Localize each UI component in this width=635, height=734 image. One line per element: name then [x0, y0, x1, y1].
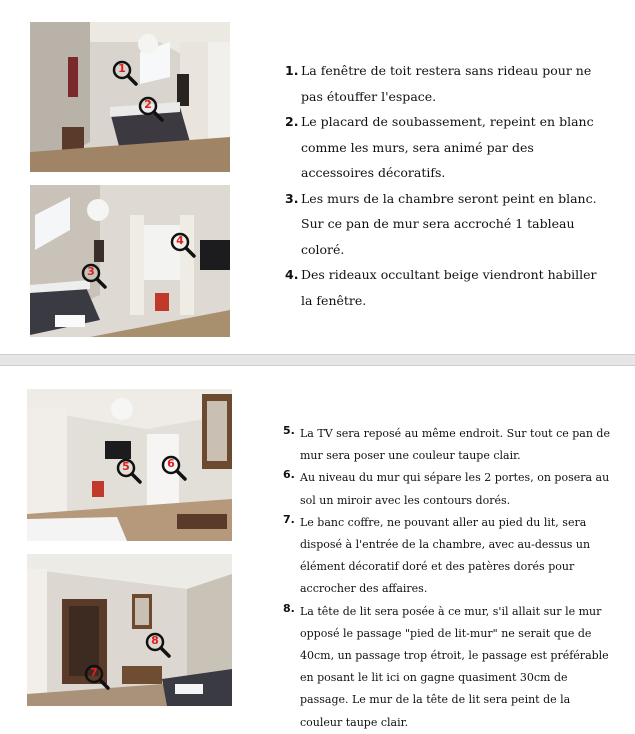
document-page-1	[0, 0, 635, 354]
list-item	[283, 467, 613, 511]
item-number: 4.	[285, 267, 299, 282]
marker-8	[145, 632, 175, 662]
list-item	[285, 109, 607, 186]
marker-number: 3	[87, 265, 95, 278]
item-number: 6.	[283, 468, 295, 482]
item-text: La tête de lit sera posée à ce mur, s'il allait sur le mur opposé le passage "pied de lit-mur" ne serait que de 40cm, un passage trop étroit, le passage est préférable en posant le lit ici on gagne quasiment 30cm de passage. Le mur de la tête de lit sera peint de la couleur taupe clair.	[300, 604, 609, 729]
marker-1	[112, 60, 142, 90]
list-item	[283, 512, 613, 601]
item-text: Le placard de soubassement, repeint en blanc comme les murs, sera animé par des accessoires décoratifs.	[301, 114, 594, 180]
marker-5	[116, 458, 146, 488]
marker-2	[138, 96, 168, 126]
item-text: Le banc coffre, ne pouvant aller au pied du lit, sera disposé à l'entrée de la chambre, avec au-dessus un élément décoratif doré et des patères dorés pour accrocher des affaires.	[300, 515, 591, 596]
marker-6	[161, 455, 191, 485]
item-number: 3.	[285, 190, 299, 206]
marker-7	[84, 664, 114, 694]
description-list-1	[285, 58, 607, 313]
page-separator	[0, 354, 635, 366]
bedroom-photo-2	[30, 185, 230, 337]
marker-number: 2	[144, 98, 152, 111]
list-item	[285, 186, 607, 263]
marker-number: 1	[118, 62, 126, 75]
marker-number: 7	[90, 666, 98, 679]
item-text: Les murs de la chambre seront peint en blanc. Sur ce pan de mur sera accroché 1 tableau coloré.	[301, 190, 597, 257]
marker-number: 4	[176, 234, 184, 247]
bedroom-photo-2-image	[30, 185, 230, 337]
marker-number: 6	[167, 457, 175, 470]
item-number: 7.	[283, 512, 295, 526]
description-list-2	[283, 423, 613, 734]
list-item	[283, 423, 613, 467]
item-number: 8.	[283, 601, 295, 615]
marker-number: 8	[151, 634, 159, 647]
item-text: Des rideaux occultant beige viendront habiller la fenêtre.	[301, 267, 597, 308]
bedroom-photo-1	[30, 22, 230, 172]
bedroom-photo-4-image	[27, 554, 232, 706]
item-number: 5.	[283, 424, 295, 437]
list-item	[285, 58, 607, 109]
list-item	[283, 601, 613, 734]
marker-number: 5	[122, 460, 130, 473]
item-number: 1.	[285, 63, 299, 78]
list-item	[285, 262, 607, 313]
item-number: 2.	[285, 114, 299, 129]
item-text: La fenêtre de toit restera sans rideau pour ne pas étouffer l'espace.	[301, 63, 592, 104]
bedroom-photo-4	[27, 554, 232, 706]
item-text: La TV sera reposé au même endroit. Sur tout ce pan de mur sera poser une couleur taupe clair.	[300, 427, 610, 463]
item-text: Au niveau du mur qui sépare les 2 portes, on posera au sol un miroir avec les contours dorés.	[300, 471, 610, 507]
marker-3	[81, 263, 111, 293]
marker-4	[170, 232, 200, 262]
bedroom-photo-1-image	[30, 22, 230, 172]
